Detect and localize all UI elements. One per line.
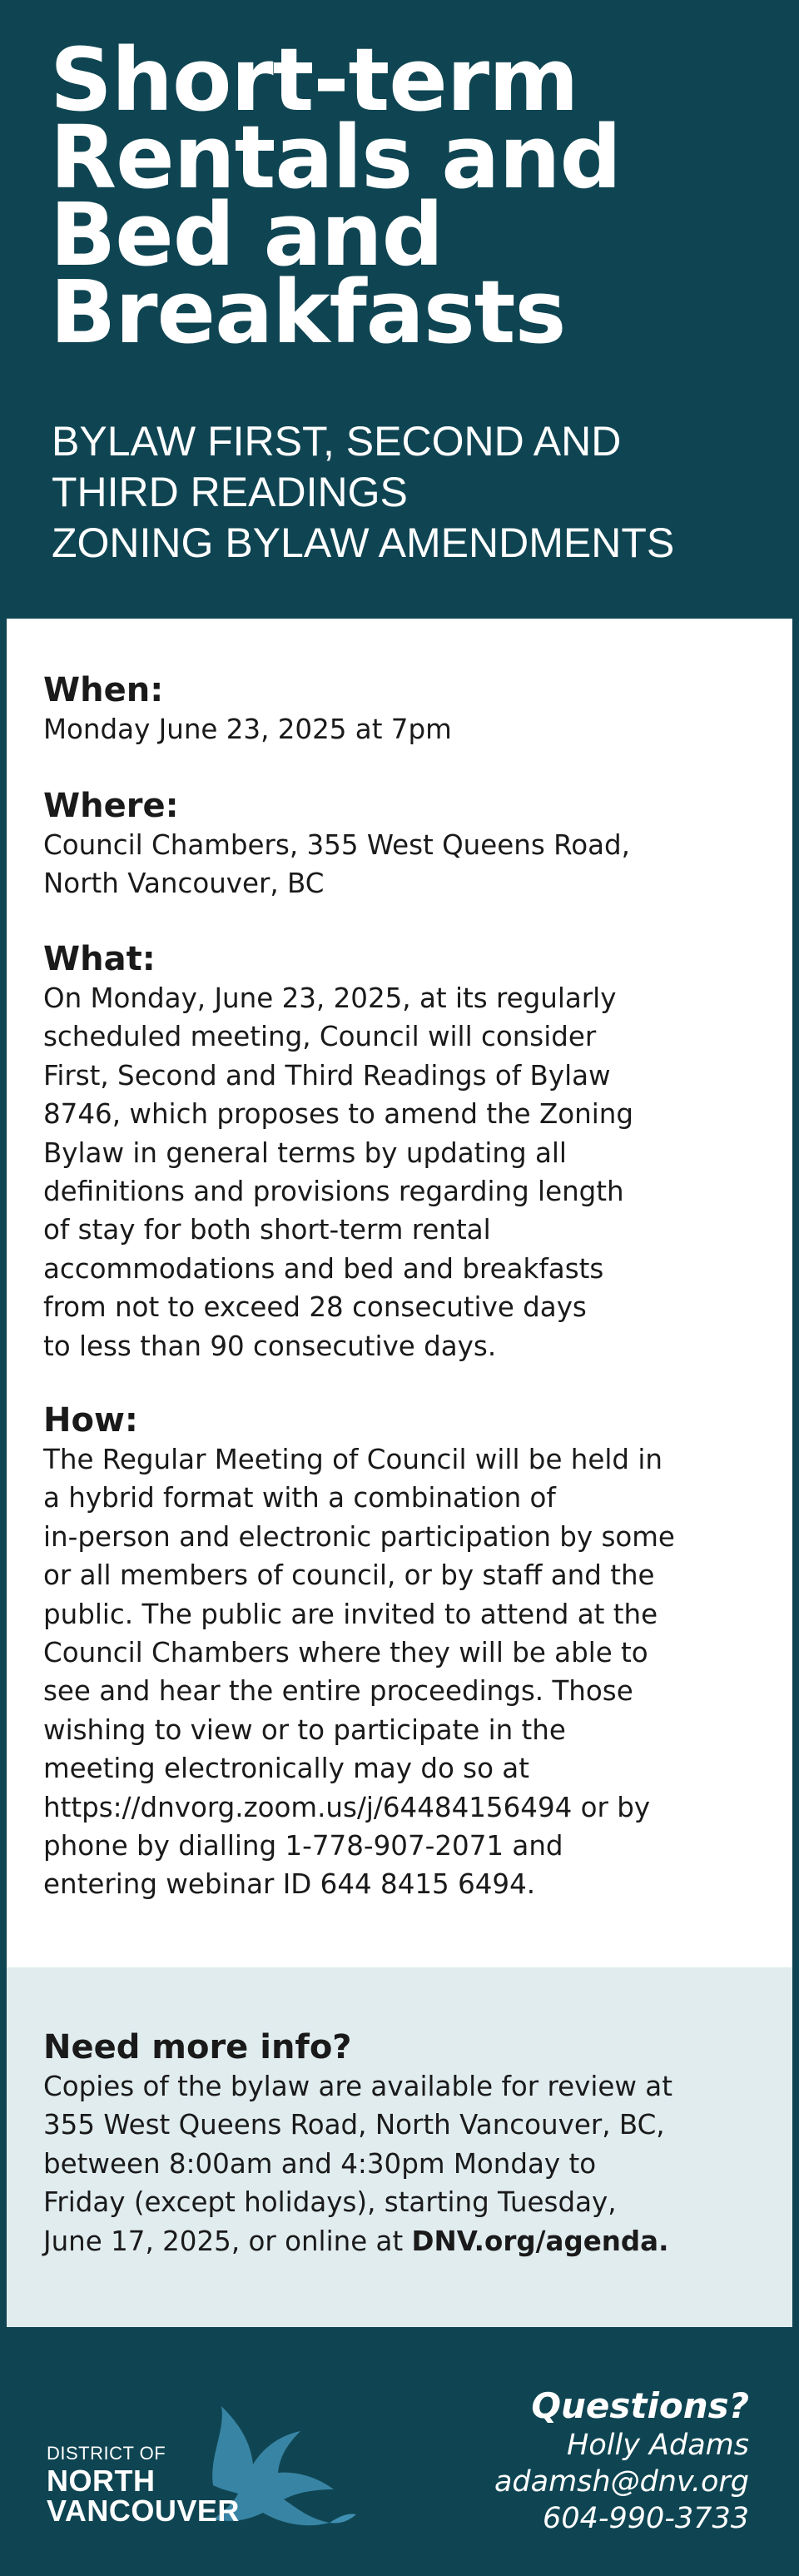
- how-text: entering webinar ID 644 8415 6494.: [43, 1868, 536, 1901]
- what-text: Bylaw in general terms by updating all: [43, 1136, 567, 1169]
- info-text: Friday (except holidays), starting Tuesday,: [43, 2186, 617, 2219]
- subtitle-line: BYLAW FIRST, SECOND AND: [52, 418, 622, 465]
- when-text: Monday June 23, 2025 at 7pm: [43, 714, 452, 745]
- info-text: June 17, 2025, or online at: [43, 2225, 412, 2257]
- what-text: to less than 90 consecutive days.: [43, 1330, 497, 1362]
- subtitle-line: ZONING BYLAW AMENDMENTS: [52, 520, 675, 566]
- how-text: Council Chambers where they will be able to: [43, 1637, 648, 1669]
- what-text: On Monday, June 23, 2025, at its regularly: [43, 982, 617, 1014]
- what-heading: What:: [43, 940, 156, 978]
- info-text: 355 West Queens Road, North Vancouver, BC,: [43, 2109, 665, 2141]
- how-text: The Regular Meeting of Council will be held in: [43, 1444, 663, 1475]
- what-text: accommodations and bed and breakfasts: [43, 1252, 604, 1285]
- contact-email[interactable]: adamsh@dnv.org: [494, 2465, 749, 2499]
- page-subtitle: [52, 416, 784, 569]
- page-title: [50, 29, 766, 363]
- header-banner: [0, 0, 799, 612]
- contact-phone[interactable]: 604-990-3733: [543, 2502, 749, 2535]
- what-text: First, Second and Third Readings of Bylaw: [43, 1059, 611, 1092]
- how-text: public. The public are invited to attend at the: [43, 1598, 658, 1630]
- how-text: a hybrid format with a combination of: [43, 1482, 556, 1514]
- how-text: see and hear the entire proceedings. Those: [43, 1675, 633, 1708]
- zoom-link-line: https://dnvorg.zoom.us/j/64484156494 or by: [43, 1791, 651, 1823]
- what-text: 8746, which proposes to amend the Zoning: [43, 1098, 634, 1131]
- district-logo: [47, 2406, 363, 2539]
- where-text: North Vancouver, BC: [43, 868, 325, 900]
- how-text: phone by dialling 1-778-907-2071 and: [43, 1830, 563, 1862]
- what-section: [43, 939, 767, 1365]
- agenda-link[interactable]: DNV.org/agenda.: [411, 2225, 669, 2257]
- title-line: Bed and: [50, 184, 444, 286]
- where-section: [43, 786, 767, 903]
- more-info-section: [43, 2027, 767, 2260]
- logo-vancouver: VANCOUVER: [47, 2494, 240, 2528]
- title-line: Short-term: [50, 29, 578, 131]
- what-text: definitions and provisions regarding length: [43, 1176, 624, 1208]
- subtitle-line: THIRD READINGS: [52, 469, 408, 515]
- info-text: between 8:00am and 4:30pm Monday to: [43, 2147, 597, 2180]
- what-text: scheduled meeting, Council will consider: [43, 1021, 597, 1053]
- contact-block: [400, 2385, 749, 2537]
- how-text: in-person and electronic participation by some: [43, 1520, 675, 1553]
- how-heading: How:: [43, 1401, 138, 1440]
- info-text: Copies of the bylaw are available for review at: [43, 2071, 672, 2102]
- title-line: Rentals and: [50, 107, 621, 208]
- info-last-line: [43, 2222, 767, 2260]
- where-heading: Where:: [43, 787, 179, 825]
- logo-north: NORTH: [47, 2464, 156, 2498]
- more-info-heading: Need more info?: [43, 2028, 352, 2066]
- when-heading: When:: [43, 671, 164, 709]
- how-section: [43, 1400, 767, 1904]
- when-section: [43, 670, 767, 748]
- how-text: wishing to view or to participate in the: [43, 1713, 566, 1746]
- questions-heading: Questions?: [531, 2385, 749, 2426]
- where-text: Council Chambers, 355 West Queens Road,: [43, 829, 630, 861]
- title-line: Breakfasts: [50, 261, 566, 363]
- logo-district-of: DISTRICT OF: [47, 2443, 166, 2464]
- what-text: of stay for both short-term rental: [43, 1214, 491, 1246]
- contact-name: Holly Adams: [567, 2429, 749, 2462]
- how-text: meeting electronically may do so at: [43, 1753, 529, 1785]
- how-text: or all members of council, or by staff and the: [43, 1559, 655, 1592]
- what-text: from not to exceed 28 consecutive days: [43, 1291, 587, 1324]
